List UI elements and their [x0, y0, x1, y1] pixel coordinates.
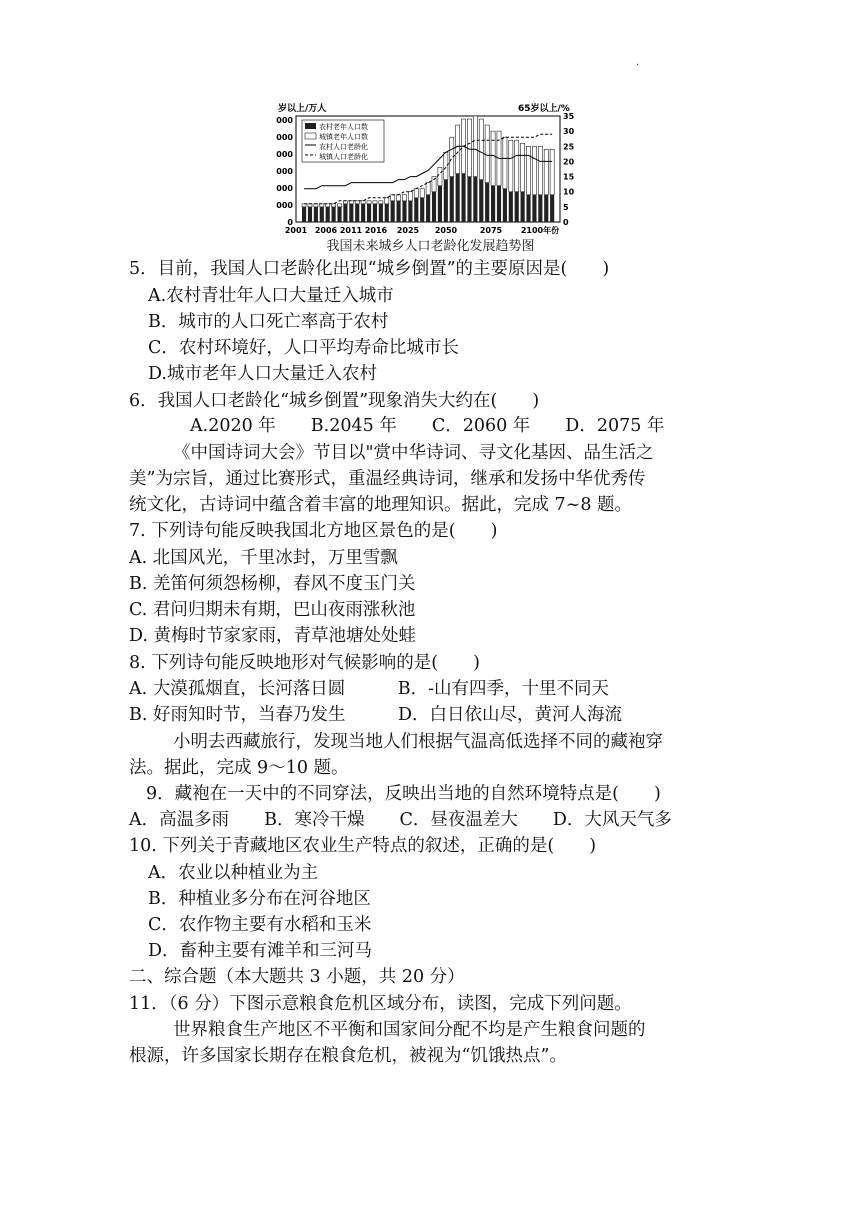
rural-elderly-bar	[538, 195, 542, 222]
urban-elderly-bar	[397, 195, 401, 201]
rural-elderly-bar	[420, 198, 424, 222]
left-tick-label: 000	[276, 201, 293, 210]
q5-option-b: B．城市的人口死亡率高于农村	[148, 312, 389, 332]
urban-elderly-bar	[373, 201, 377, 204]
rural-elderly-bar	[491, 186, 495, 222]
passage-7-8-line-2: 美”为宗旨，通过比赛形式，重温经典诗词，继承和发扬中华优秀传	[129, 469, 646, 489]
passage-9-10-line-2: 法。据此，完成 9～10 题。	[129, 758, 349, 778]
urban-elderly-bar	[509, 140, 513, 191]
rural-elderly-bar	[532, 195, 536, 222]
urban-elderly-bar	[515, 140, 519, 191]
q7-option-a: A. 北国风光，千里冰封，万里雪飘	[129, 548, 398, 568]
question-8: 8. 下列诗句能反映地形对气候影响的是( )	[129, 653, 480, 673]
urban-elderly-bar	[367, 201, 371, 204]
urban-elderly-bar	[379, 201, 383, 204]
page-dot: ·	[636, 60, 640, 71]
right-tick-label: 35	[563, 112, 575, 121]
rural-elderly-bar	[461, 174, 465, 222]
rural-elderly-bar	[479, 180, 483, 222]
urban-elderly-bar	[385, 198, 389, 204]
urban-elderly-bar	[438, 167, 442, 185]
left-tick-label: 000	[276, 184, 293, 193]
q9-options: A．高温多雨 B．寒冷干燥 C．昼夜温差大 D．大风天气多	[129, 810, 672, 830]
urban-elderly-bar	[473, 116, 477, 177]
urban-elderly-bar	[432, 177, 436, 192]
urban-elderly-bar	[485, 125, 489, 183]
legend-label: 农村老年人口数	[319, 123, 368, 131]
right-tick-label: 10	[563, 187, 575, 197]
legend-label: 农村人口老龄化	[319, 143, 368, 151]
rural-elderly-bar	[314, 207, 318, 222]
rural-elderly-bar	[485, 183, 489, 222]
rural-elderly-bar	[326, 207, 330, 222]
q5-option-a: A.农村青壮年人口大量迁入城市	[148, 286, 394, 306]
q8-options-row-2: B. 好雨知时节，当春乃发生 D．白日依山尽，黄河人海流	[129, 705, 623, 725]
right-tick-label: 0	[563, 218, 569, 227]
rural-elderly-bar	[367, 204, 371, 222]
urban-elderly-bar	[544, 149, 548, 194]
q7-option-c: C. 君问归期未有期，巴山夜雨涨秋池	[129, 600, 416, 620]
x-tick-label: 2006	[314, 226, 338, 235]
rural-elderly-bar	[337, 207, 341, 222]
question-9: 9．藏袍在一天中的不同穿法，反映出当地的自然环境特点是( )	[146, 784, 661, 804]
x-tick-label: 2025	[396, 226, 420, 235]
urban-elderly-bar	[337, 204, 341, 207]
rural-elderly-bar	[450, 177, 454, 222]
q7-option-b: B. 羌笛何须怨杨柳，春风不度玉门关	[129, 574, 416, 594]
urban-elderly-bar	[532, 146, 536, 194]
left-tick-label: 000	[276, 150, 293, 159]
figure-caption: 我国未来城乡人口老龄化发展趋势图	[326, 239, 535, 254]
rural-elderly-bar	[438, 186, 442, 222]
rural-elderly-bar	[503, 189, 507, 222]
passage-11-line-2: 根源，许多国家长期存在粮食危机，被视为“饥饿热点”。	[129, 1046, 567, 1066]
question-7: 7. 下列诗句能反映我国北方地区景色的是( )	[129, 521, 498, 541]
x-tick-label: 2016	[364, 226, 388, 235]
urban-elderly-bar	[332, 204, 336, 207]
legend-label: 城镇老年人口数	[319, 133, 368, 141]
right-tick-label: 15	[563, 172, 575, 182]
rural-elderly-bar	[497, 186, 501, 222]
right-tick-label: 25	[563, 142, 575, 152]
chart-legend	[302, 120, 384, 162]
legend-swatch	[305, 123, 316, 129]
urban-elderly-bar	[467, 119, 471, 177]
rural-elderly-bar	[408, 201, 412, 222]
rural-elderly-bar	[320, 207, 324, 222]
rural-elderly-bar	[414, 198, 418, 222]
question-5: 5．目前，我国人口老龄化出现“城乡倒置”的主要原因是( )	[129, 259, 610, 279]
rural-elderly-bar	[302, 207, 306, 222]
passage-11-line-1: 世界粮食生产地区不平衡和国家间分配不均是产生粮食问题的	[173, 1020, 646, 1040]
rural-elderly-bar	[526, 195, 530, 222]
rural-elderly-bar	[349, 204, 353, 222]
q6-options: A.2020 年 B.2045 年 C．2060 年 D．2075 年	[190, 416, 665, 436]
urban-elderly-bar	[444, 152, 448, 179]
rural-elderly-bar	[361, 204, 365, 222]
urban-elderly-bar	[550, 149, 554, 194]
section-2-heading: 二、综合题（本大题共 3 小题，共 20 分）	[129, 967, 465, 987]
legend-swatch	[305, 133, 316, 139]
passage-9-10-line-1: 小明去西藏旅行，发现当地人们根据气温高低选择不同的藏袍穿	[173, 732, 663, 752]
rural-elderly-bar	[473, 177, 477, 222]
right-tick-label: 20	[563, 157, 575, 167]
q5-option-c: C．农村环境好，人口平均寿命比城市长	[148, 338, 459, 358]
left-tick-label: 000	[276, 167, 293, 176]
urban-elderly-bar	[391, 195, 395, 201]
q10-option-c: C．农作物主要有水稻和玉米	[148, 915, 372, 935]
question-6: 6．我国人口老龄化“城乡倒置”现象消失大约在( )	[129, 391, 540, 411]
question-10: 10. 下列关于青藏地区农业生产特点的叙述，正确的是( )	[129, 836, 597, 856]
urban-elderly-bar	[361, 201, 365, 204]
right-tick-label: 30	[563, 127, 575, 137]
q10-option-d: D．畜种主要有滩羊和三河马	[148, 941, 373, 961]
rural-elderly-bar	[550, 195, 554, 222]
passage-7-8-line-1: 《中国诗词大会》节目以"赏中华诗词、寻文化基因、品生活之	[173, 443, 654, 463]
urban-elderly-bar	[408, 192, 412, 201]
x-tick-label: 2001	[284, 226, 308, 235]
urban-elderly-bar	[538, 146, 542, 194]
left-tick-label: 000	[276, 116, 293, 125]
urban-elderly-bar	[456, 125, 460, 173]
urban-elderly-bar	[420, 189, 424, 198]
urban-elderly-bar	[479, 119, 483, 180]
x-tick-label: 2011	[339, 226, 363, 235]
rural-elderly-bar	[343, 204, 347, 222]
rural-elderly-bar	[456, 174, 460, 222]
q10-option-b: B．种植业多分布在河谷地区	[148, 889, 371, 909]
rural-elderly-bar	[426, 195, 430, 222]
q5-option-d: D.城市老年人口大量迁入农村	[148, 364, 377, 384]
right-axis-label: 65岁以上/%	[518, 104, 570, 114]
x-tick-label: 2050	[434, 226, 458, 235]
urban-elderly-bar	[521, 143, 525, 191]
q8-options-row-1: A. 大漠孤烟直，长河落日圆 B．-山有四季，十里不同天	[129, 679, 610, 699]
passage-7-8-line-3: 统文化，古诗词中蕴含着丰富的地理知识。据此，完成 7~8 题。	[129, 495, 633, 515]
urban-elderly-bar	[402, 195, 406, 201]
rural-elderly-bar	[444, 180, 448, 222]
rural-elderly-bar	[391, 201, 395, 222]
aging-trend-chart	[278, 100, 583, 235]
left-axis-label: 岁以上/万人	[278, 104, 327, 114]
rural-elderly-bar	[373, 204, 377, 222]
rural-elderly-bar	[379, 204, 383, 222]
right-tick-label: 5	[563, 202, 569, 212]
urban-elderly-bar	[526, 146, 530, 194]
urban-elderly-bar	[426, 183, 430, 195]
rural-elderly-bar	[544, 195, 548, 222]
left-tick-label: 0	[287, 218, 293, 227]
x-tick-label: 2075	[479, 226, 503, 235]
rural-elderly-bar	[397, 201, 401, 222]
q7-option-d: D. 黄梅时节家家雨，青草池塘处处蛙	[129, 626, 417, 646]
rural-elderly-bar	[385, 204, 389, 222]
urban-elderly-bar	[414, 189, 418, 198]
left-tick-label: 000	[276, 133, 293, 142]
rural-elderly-bar	[432, 192, 436, 222]
urban-elderly-bar	[503, 137, 507, 188]
rural-elderly-bar	[355, 204, 359, 222]
x-tick-label: 2100年份	[520, 226, 560, 235]
question-11: 11．（6 分）下图示意粮食危机区域分布，读图，完成下列问题。	[129, 994, 632, 1014]
rural-elderly-bar	[402, 201, 406, 222]
q10-option-a: A．农业以种植业为主	[148, 863, 319, 883]
rural-elderly-bar	[467, 177, 471, 222]
rural-elderly-bar	[332, 207, 336, 222]
rural-elderly-bar	[515, 192, 519, 222]
urban-elderly-bar	[491, 131, 495, 186]
legend-label: 城镇人口老龄化	[319, 153, 368, 161]
rural-elderly-bar	[509, 192, 513, 222]
rural-elderly-bar	[521, 192, 525, 222]
rural-elderly-bar	[308, 207, 312, 222]
